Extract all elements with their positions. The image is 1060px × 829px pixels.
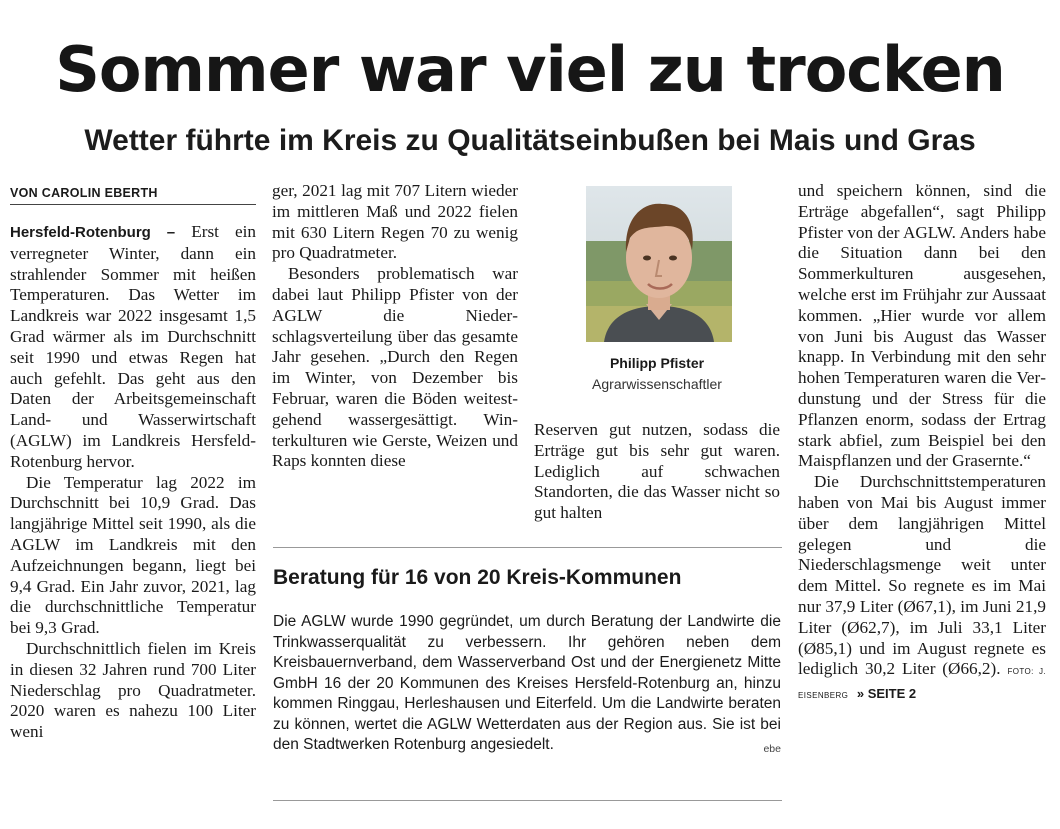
article-lead-text: Erst ein verregneter Winter, dann ein strahlender Sommer mit heißen Temperaturen. Das Wetter im Landkreis war 2022 insgesamt 1,5 Grad wärmer als im Durchschnitt seit 1990 und etwas Regen hat auch gefehlt. Das geht aus den Daten der Arbeitsgemeinschaft Land- und Wasserwirtschaft (AGLW) im Landkreis Hersfeld-Rotenburg hervor. bbox=[10, 222, 256, 471]
byline: VON CAROLIN EBERTH bbox=[10, 186, 256, 205]
photo-credit: FOTO: J. EISENBERG bbox=[798, 667, 1046, 701]
infobox-bottom-rule bbox=[273, 800, 782, 801]
infobox-body: Die AGLW wurde 1990 gegründet, um durch Beratung der Landwirte die Trinkwasserqualität zu verbessern. Ihr gehören neben dem Kreisbauernverband, dem Wasserverband Ost und der Energienetz Mitte GmbH 16 der 20 Kommunen des Kreises Hersfeld-Rotenburg an, hinzu kommen Ringgau, Herleshausen und Eiterfeld. Um die Landwirte beraten zu können, wertet die AGLW Wetterdaten aus der Region aus. Sie ist bei den Stadtwerken Rotenburg angesiedelt. bbox=[273, 613, 781, 753]
continued-link[interactable]: » SEITE 2 bbox=[856, 686, 917, 702]
article-column-3 bbox=[534, 420, 780, 524]
headline: Sommer war viel zu trocken bbox=[55, 33, 1005, 106]
portrait-image bbox=[586, 186, 732, 342]
subheadline: Wetter führte im Kreis zu Qualitätseinbußen bei Mais und Gras bbox=[84, 124, 976, 157]
article-paragraph: Durchschnittlich fielen im Kreis in diesen 32 Jahren rund 700 Liter Niederschlag pro Quadratmeter. 2020 waren es nahezu 100 Liter weni bbox=[10, 638, 256, 742]
photo-caption-name: Philipp Pfister bbox=[609, 355, 705, 371]
article-paragraph bbox=[10, 222, 256, 473]
dateline: Hersfeld-Rotenburg – bbox=[10, 224, 176, 241]
article-column-1 bbox=[10, 222, 256, 743]
article-paragraph: und speichern können, sind die Erträge abgefallen“, sagt Philipp Pfister von der AGLW. Anders habe die Situation dann bei den Sommerkulturen ausgesehen, welche erst im Frühjahr zur Aussaat kommen. „Hier wurde vor allem von Juni bis August das Wasser knapp. In Verbindung mit den sehr hohen Temperaturen waren die Verdunstung und der Stress für die Pflanzen enorm, sodass der Ertrag stark abfiel, zum Beispiel bei den Maispflanzen und der Grasernte.“ bbox=[798, 181, 1046, 471]
infobox-top-rule bbox=[273, 547, 782, 548]
article-column-2 bbox=[272, 181, 518, 472]
infobox-author: ebe bbox=[763, 743, 781, 755]
infobox-text bbox=[273, 612, 781, 760]
infobox-title: Beratung für 16 von 20 Kreis-Kommunen bbox=[273, 566, 682, 589]
photo-caption-role: Agrarwissenschaftler bbox=[592, 376, 722, 392]
article-paragraph: Besonders problematisch war dabei laut Philipp Pfister von der AGLW die Niederschlagsverteilung über das gesamte Jahr gesehen. „Durch den Regen im Winter, von Dezember bis Februar, waren die Böden weitestgehend wassergesättigt. Winterkulturen wie Gerste, Weizen und Raps konnten diese bbox=[272, 264, 518, 471]
article-closing-text: Die Durchschnittstemperaturen haben von Mai bis August immer über dem langjährigen Mittel gelegen und die Niederschlagsmenge weit unter dem Mittel. So regnete es im Mai nur 37,9 Liter (Ø67,1), im Juni 21,9 Liter (Ø62,7), im Juli 33,1 Liter (Ø85,1) und im August regnete es lediglich 30,2 Liter (Ø66,2). bbox=[798, 472, 1046, 679]
article-paragraph: ger, 2021 lag mit 707 Litern wieder im mittleren Maß und 2022 fielen mit 630 Litern Regen 70 zu wenig pro Quadratmeter. bbox=[272, 181, 518, 263]
article-paragraph bbox=[798, 472, 1046, 707]
article-paragraph: Die Temperatur lag 2022 im Durchschnitt bei 10,9 Grad. Das langjährige Mittel seit 1990, als die AGLW im Landkreis mit den Aufzeichnungen begann, liegt bei 9,4 Grad. Ein Jahr zuvor, 2021, lag die durchschnittliche Temperatur bei 9,3 Grad. bbox=[10, 472, 256, 638]
article-column-4 bbox=[798, 181, 1046, 707]
portrait-photo bbox=[586, 186, 732, 342]
article-paragraph: Reserven gut nutzen, sodass die Erträge gut bis sehr gut waren. Lediglich auf schwachen Standorten, die das Wasser nicht so gut halten bbox=[534, 420, 780, 523]
